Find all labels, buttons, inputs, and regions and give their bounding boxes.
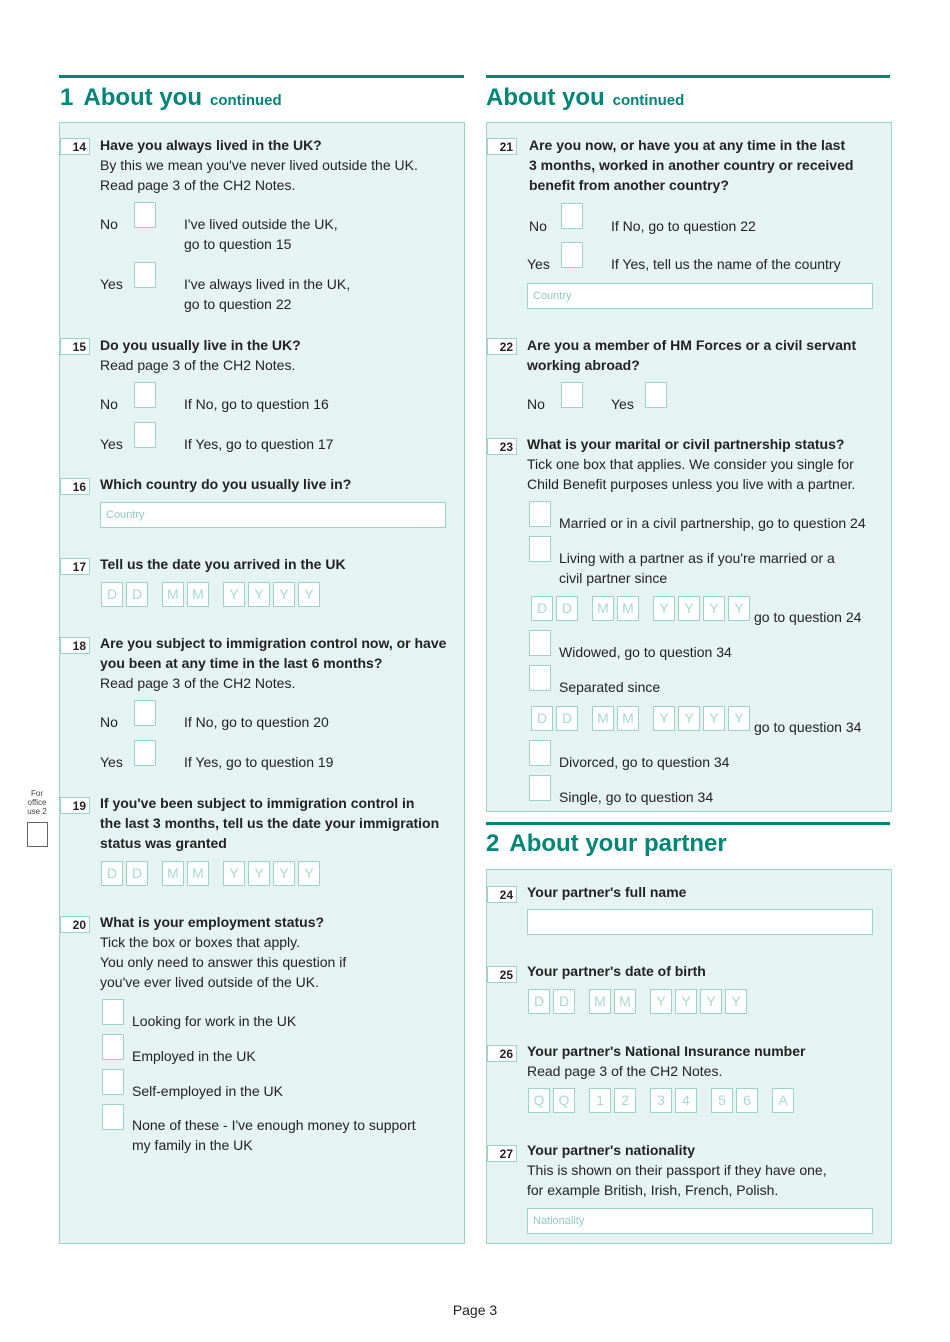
q17-year-box[interactable]: Y [248,582,270,607]
q15-no-hint: If No, go to question 16 [184,396,329,412]
q26-ni-box[interactable]: A [772,1088,794,1113]
office-use-label: For office use 2 [27,789,47,816]
q23-widowed-checkbox[interactable] [529,630,551,656]
q20-employed-checkbox[interactable] [102,1034,124,1060]
q21-text: Are you now, or have you at any time in the last 3 months, worked in another country or received benefit from another country? [529,137,854,193]
q21-no-hint: If No, go to question 22 [611,218,756,234]
q23-separated-year-box[interactable]: Y [653,706,675,731]
q26-ni-box[interactable]: Q [553,1088,575,1113]
q21-yes-checkbox[interactable] [561,242,583,268]
q20-self-employed-checkbox[interactable] [102,1069,124,1095]
q26-ni-box[interactable]: Q [528,1088,550,1113]
q23-since-year-box[interactable]: Y [728,596,750,621]
question-number-23: 23 [487,438,517,455]
q23-separated-month-box[interactable]: M [592,706,614,731]
q23-living-with-partner-checkbox[interactable] [529,536,551,562]
q25-year-box[interactable]: Y [675,989,697,1014]
q21-no-label: No [529,218,547,234]
section2-title: 2 About your partner [486,830,727,857]
office-use-box[interactable] [27,822,48,847]
q23-since-year-box[interactable]: Y [653,596,675,621]
q20-self-employed-label: Self-employed in the UK [132,1083,283,1099]
q23-divorced-checkbox[interactable] [529,740,551,766]
question-number-16: 16 [60,478,90,495]
q22-yes-checkbox[interactable] [645,382,667,408]
q17-month-box[interactable]: M [187,582,209,607]
q15-no-label: No [100,396,118,412]
q27-nationality-input[interactable] [527,1208,873,1234]
q15-yes-hint: If Yes, go to question 17 [184,436,334,452]
q26-ni-box[interactable]: 5 [711,1088,733,1113]
q15-no-checkbox[interactable] [134,382,156,408]
question-number-26: 26 [487,1045,517,1062]
q23-goto-24-label: go to question 24 [754,609,862,625]
q26-ni-box[interactable]: 2 [614,1088,636,1113]
q20-text: What is your employment status? Tick the box or boxes that apply. You only need to answer this question if you've ever lived outside of the UK. [100,914,347,990]
q21-yes-label: Yes [527,256,550,272]
q21-country-input[interactable] [527,283,873,309]
q20-none-checkbox[interactable] [102,1104,124,1130]
q23-single-checkbox[interactable] [529,775,551,801]
q19-month-box[interactable]: M [162,861,184,886]
q25-year-box[interactable]: Y [725,989,747,1014]
q19-year-box[interactable]: Y [273,861,295,886]
q27-text: Your partner's nationality This is shown on their passport if they have one, for example British, Irish, French, Polish. [527,1142,827,1198]
q22-no-checkbox[interactable] [561,382,583,408]
question-number-19: 19 [60,797,90,814]
q17-year-box[interactable]: Y [223,582,245,607]
left-section-title: 1 About you continued [60,84,282,111]
q16-text: Which country do you usually live in? [100,476,352,492]
question-number-18: 18 [60,637,90,654]
q18-yes-checkbox[interactable] [134,740,156,766]
q23-since-year-box[interactable]: Y [678,596,700,621]
q23-separated-checkbox[interactable] [529,665,551,691]
question-number-20: 20 [60,916,90,933]
q19-month-box[interactable]: M [187,861,209,886]
q22-text: Are you a member of HM Forces or a civil servant working abroad? [527,337,857,373]
q24-text: Your partner's full name [527,884,687,900]
q15-yes-checkbox[interactable] [134,422,156,448]
q23-single-label: Single, go to question 34 [559,789,714,805]
q23-separated-month-box[interactable]: M [617,706,639,731]
q18-no-hint: If No, go to question 20 [184,714,329,730]
q23-text: What is your marital or civil partnership status? Tick one box that applies. We consider you single for Child Benefit purposes unless you live with a partner. [527,436,856,492]
q25-year-box[interactable]: Y [650,989,672,1014]
q22-yes-label: Yes [611,396,634,412]
question-number-17: 17 [60,558,90,575]
q16-country-input[interactable] [100,502,446,528]
question-number-22: 22 [487,338,517,355]
q19-text: If you've been subject to immigration control in the last 3 months, tell us the date your immigration status was granted [100,795,440,851]
q17-month-box[interactable]: M [162,582,184,607]
q25-day-box[interactable]: D [528,989,550,1014]
left-header-rule [59,75,464,78]
q23-widowed-label: Widowed, go to question 34 [559,644,732,660]
q23-living-with-partner-label: Living with a partner as if you're married or a civil partner since [559,550,835,586]
q18-yes-label: Yes [100,754,123,770]
question-number-24: 24 [487,886,517,903]
q14-text: Have you always lived in the UK? By this we mean you've never lived outside the UK. Read page 3 of the CH2 Notes. [100,137,418,193]
q26-ni-box[interactable]: 6 [736,1088,758,1113]
q21-no-checkbox[interactable] [561,203,583,229]
q19-year-box[interactable]: Y [298,861,320,886]
q23-married-label: Married or in a civil partnership, go to question 24 [559,515,866,531]
q14-no-label: No [100,216,118,232]
q15-yes-label: Yes [100,436,123,452]
q25-month-box[interactable]: M [614,989,636,1014]
q23-since-day-box[interactable]: D [556,596,578,621]
q19-year-box[interactable]: Y [248,861,270,886]
q23-divorced-label: Divorced, go to question 34 [559,754,730,770]
q25-year-box[interactable]: Y [700,989,722,1014]
q19-day-box[interactable]: D [101,861,123,886]
q18-text: Are you subject to immigration control now, or have you been at any time in the last 6 months? Read page 3 of the CH2 Notes. [100,635,447,691]
q22-no-label: No [527,396,545,412]
q26-text: Your partner's National Insurance number Read page 3 of the CH2 Notes. [527,1043,806,1079]
q23-separated-year-box[interactable]: Y [728,706,750,731]
q23-married-checkbox[interactable] [529,501,551,527]
page-number: Page 3 [452,1302,498,1318]
q25-month-box[interactable]: M [589,989,611,1014]
q23-since-year-box[interactable]: Y [703,596,725,621]
q17-text: Tell us the date you arrived in the UK [100,556,346,572]
right-header-rule [486,75,890,78]
q17-year-box[interactable]: Y [273,582,295,607]
q25-text: Your partner's date of birth [527,963,706,979]
question-number-15: 15 [60,338,90,355]
q19-day-box[interactable]: D [126,861,148,886]
question-number-14: 14 [60,138,90,155]
q26-ni-box[interactable]: 4 [675,1088,697,1113]
q23-goto-34-label: go to question 34 [754,719,862,735]
q23-since-day-box[interactable]: D [531,596,553,621]
q23-separated-label: Separated since [559,679,661,695]
q25-day-box[interactable]: D [553,989,575,1014]
q14-yes-hint: I've always lived in the UK, go to question 22 [184,276,351,312]
q14-no-checkbox[interactable] [134,202,156,228]
section2-rule [486,822,890,825]
q24-full-name-input[interactable] [527,909,873,935]
q14-yes-label: Yes [100,276,123,292]
q17-day-box[interactable]: D [101,582,123,607]
question-number-27: 27 [487,1145,517,1162]
q15-text: Do you usually live in the UK? Read page 3 of the CH2 Notes. [100,337,301,373]
q19-year-box[interactable]: Y [223,861,245,886]
q14-yes-checkbox[interactable] [134,262,156,288]
question-number-25: 25 [487,966,517,983]
q23-separated-day-box[interactable]: D [531,706,553,731]
q20-employed-label: Employed in the UK [132,1048,256,1064]
q23-since-month-box[interactable]: M [592,596,614,621]
question-number-21: 21 [487,138,517,155]
q23-separated-year-box[interactable]: Y [678,706,700,731]
q18-no-checkbox[interactable] [134,700,156,726]
q18-no-label: No [100,714,118,730]
q23-separated-year-box[interactable]: Y [703,706,725,731]
q17-year-box[interactable]: Y [298,582,320,607]
q20-none-label: None of these - I've enough money to support my family in the UK [132,1117,416,1153]
q23-separated-day-box[interactable]: D [556,706,578,731]
q17-day-box[interactable]: D [126,582,148,607]
q20-looking-for-work-label: Looking for work in the UK [132,1013,297,1029]
q18-yes-hint: If Yes, go to question 19 [184,754,334,770]
q14-no-hint: I've lived outside the UK, go to question 15 [184,216,338,252]
q20-looking-for-work-checkbox[interactable] [102,999,124,1025]
q21-yes-hint: If Yes, tell us the name of the country [611,256,841,272]
q26-ni-box[interactable]: 1 [589,1088,611,1113]
right-section-title: About you continued [486,84,685,111]
q26-ni-box[interactable]: 3 [650,1088,672,1113]
q23-since-month-box[interactable]: M [617,596,639,621]
